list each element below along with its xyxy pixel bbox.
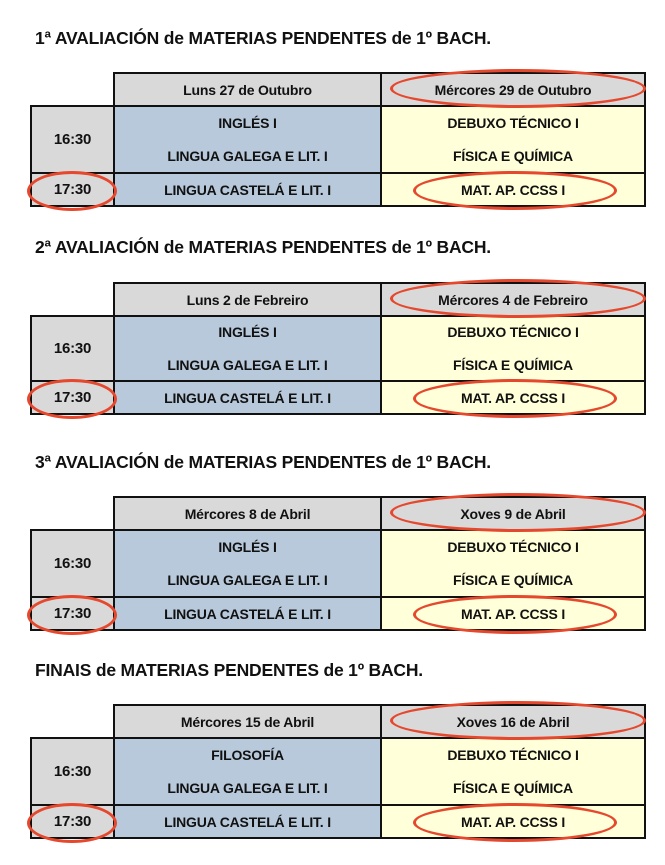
day-header-1 [113, 704, 382, 739]
time-slot-1630 [30, 737, 115, 806]
subject: LINGUA CASTELÁ E LIT. I [164, 181, 331, 198]
day-header-label: Mércores 15 de Abril [180, 713, 315, 730]
day-header-label: Mércores 4 de Febreiro [438, 291, 588, 308]
day-header-2 [380, 282, 646, 317]
subject: INGLÉS I [218, 323, 277, 340]
day-header-label: Xoves 9 de Abril [460, 505, 566, 522]
subject: DEBUXO TÉCNICO I [447, 323, 579, 340]
day-header-label: Xoves 16 de Abril [456, 713, 570, 730]
day1-slot1-subjects [113, 529, 382, 598]
time-label: 17:30 [53, 813, 92, 830]
subject: DEBUXO TÉCNICO I [447, 746, 579, 763]
time-label: 17:30 [53, 389, 92, 406]
day-header-label: Luns 2 de Febreiro [186, 291, 309, 308]
time-slot-1730 [30, 596, 115, 631]
subject: LINGUA GALEGA E LIT. I [167, 356, 328, 373]
day1-slot2-subjects [113, 380, 382, 415]
day-header-label: Luns 27 de Outubro [183, 81, 312, 98]
day-header-2 [380, 72, 646, 107]
day1-slot1-subjects [113, 105, 382, 174]
time-slot-1630 [30, 529, 115, 598]
subject: MAT. AP. CCSS I [460, 181, 566, 198]
subject: LINGUA CASTELÁ E LIT. I [164, 605, 331, 622]
subject: FILOSOFÍA [211, 746, 284, 763]
time-label: 16:30 [53, 555, 92, 572]
section-title-1: 1ª AVALIACIÓN de MATERIAS PENDENTES de 1º BACH. [35, 28, 491, 48]
time-slot-1730 [30, 172, 115, 207]
day-header-1 [113, 72, 382, 107]
schedule-table-1 [30, 72, 646, 207]
schedule-table-3 [30, 496, 646, 631]
day1-slot2-subjects [113, 596, 382, 631]
subject: DEBUXO TÉCNICO I [447, 538, 579, 555]
subject: LINGUA GALEGA E LIT. I [167, 779, 328, 796]
schedule-table-2 [30, 282, 646, 415]
day-header-1 [113, 496, 382, 531]
subject: FÍSICA E QUÍMICA [453, 356, 573, 373]
subject: MAT. AP. CCSS I [460, 813, 566, 830]
subject: MAT. AP. CCSS I [460, 389, 566, 406]
day-header-label: Mércores 8 de Abril [184, 505, 311, 522]
day2-slot2-subjects [380, 380, 646, 415]
day-header-2 [380, 496, 646, 531]
day1-slot1-subjects [113, 315, 382, 382]
day-header-label: Mércores 29 de Outubro [434, 81, 592, 98]
schedule-table-4 [30, 704, 646, 839]
time-slot-1730 [30, 380, 115, 415]
day2-slot1-subjects [380, 737, 646, 806]
subject: LINGUA CASTELÁ E LIT. I [164, 813, 331, 830]
day2-slot2-subjects [380, 804, 646, 839]
day-header-2 [380, 704, 646, 739]
subject: LINGUA GALEGA E LIT. I [167, 571, 328, 588]
day2-slot1-subjects [380, 529, 646, 598]
day1-slot2-subjects [113, 172, 382, 207]
time-label: 17:30 [53, 605, 92, 622]
time-label: 17:30 [53, 181, 92, 198]
time-slot-1730 [30, 804, 115, 839]
subject: INGLÉS I [218, 114, 277, 131]
day1-slot1-subjects [113, 737, 382, 806]
time-slot-1630 [30, 315, 115, 382]
subject: FÍSICA E QUÍMICA [453, 779, 573, 796]
subject: INGLÉS I [218, 538, 277, 555]
section-title-2: 2ª AVALIACIÓN de MATERIAS PENDENTES de 1º BACH. [35, 237, 491, 257]
day2-slot1-subjects [380, 105, 646, 174]
day2-slot2-subjects [380, 596, 646, 631]
subject: LINGUA GALEGA E LIT. I [167, 147, 328, 164]
time-label: 16:30 [53, 763, 92, 780]
day1-slot2-subjects [113, 804, 382, 839]
day2-slot2-subjects [380, 172, 646, 207]
subject: DEBUXO TÉCNICO I [447, 114, 579, 131]
day-header-1 [113, 282, 382, 317]
subject: FÍSICA E QUÍMICA [453, 571, 573, 588]
time-label: 16:30 [53, 131, 92, 148]
day2-slot1-subjects [380, 315, 646, 382]
time-slot-1630 [30, 105, 115, 174]
section-title-4: FINAIS de MATERIAS PENDENTES de 1º BACH. [35, 660, 423, 680]
section-title-3: 3ª AVALIACIÓN de MATERIAS PENDENTES de 1º BACH. [35, 452, 491, 472]
time-label: 16:30 [53, 340, 92, 357]
subject: MAT. AP. CCSS I [460, 605, 566, 622]
subject: LINGUA CASTELÁ E LIT. I [164, 389, 331, 406]
subject: FÍSICA E QUÍMICA [453, 147, 573, 164]
